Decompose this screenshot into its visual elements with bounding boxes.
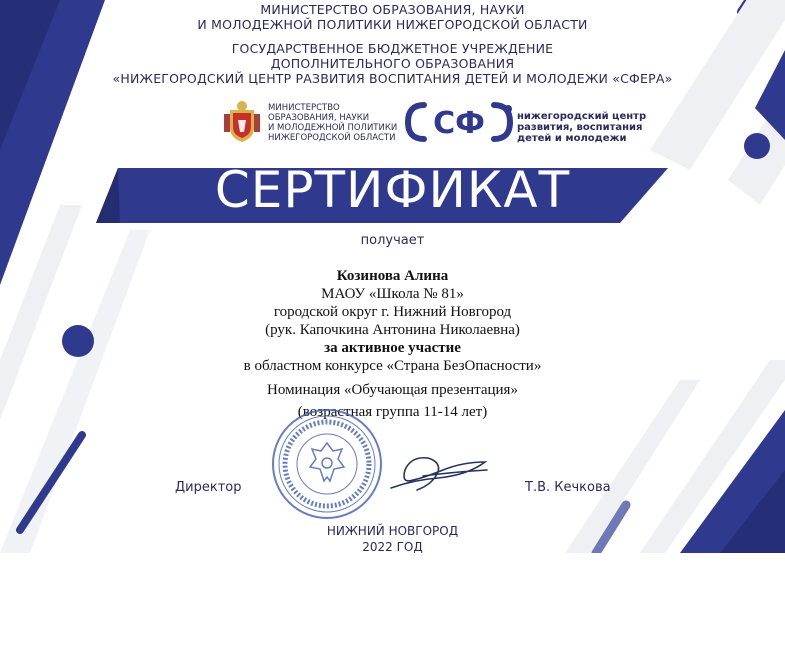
city-name: НИЖНИЙ НОВГОРОД (326, 524, 459, 538)
ministry-logo-text: МИНИСТЕРСТВО ОБРАЗОВАНИЯ, НАУКИ И МОЛОДЕЖНОЙ ПОЛИТИКИ НИЖЕГОРОДСКОЙ ОБЛАСТИ (268, 103, 398, 143)
coat-of-arms-icon (222, 100, 262, 144)
contest-name: в областном конкурсе «Страна БезОпасности» (243, 358, 542, 374)
sf-logo-text: нижегородский центр развития, воспитания детей и молодежи (517, 111, 647, 144)
district-name: городской округ г. Нижний Новгород (273, 304, 512, 320)
header-line-2: И МОЛОДЕЖНОЙ ПОЛИТИКИ НИЖЕГОРОДСКОЙ ОБЛАСТИ (197, 17, 588, 32)
nomination: Номинация «Обучающая презентация» (267, 382, 518, 398)
sf-logo-icon (404, 101, 514, 143)
header-line-4: ДОПОЛНИТЕЛЬНОГО ОБРАЗОВАНИЯ (270, 56, 515, 71)
age-group: (возрастная группа 11-14 лет) (297, 404, 488, 420)
director-label: Директор (175, 480, 242, 495)
receives-label: получает (360, 233, 425, 248)
header-line-1: МИНИСТЕРСТВО ОБРАЗОВАНИЯ, НАУКИ (260, 2, 525, 17)
header-line-5: «НИЖЕГОРОДСКИЙ ЦЕНТР РАЗВИТИЯ ВОСПИТАНИЯ ДЕТЕЙ И МОЛОДЕЖИ «СФЕРА» (112, 71, 673, 86)
sf-mark: СФ (433, 106, 485, 141)
right-dot (744, 133, 770, 159)
award-reason: за активное участие (324, 340, 461, 356)
header-line-3: ГОСУДАРСТВЕННОЕ БЮДЖЕТНОЕ УЧРЕЖДЕНИЕ (231, 41, 554, 56)
school-name: МАОУ «Школа № 81» (321, 286, 464, 302)
recipient-name: Козинова Алина (336, 268, 449, 284)
signature-icon (383, 450, 493, 495)
supervisor-name: (рук. Капочкина Антонина Николаевна) (265, 322, 520, 338)
year: 2022 ГОД (362, 540, 423, 553)
official-seal-icon (270, 407, 384, 521)
certificate-title: СЕРТИФИКАТ (214, 161, 571, 219)
director-name: Т.В. Кечкова (525, 480, 611, 495)
